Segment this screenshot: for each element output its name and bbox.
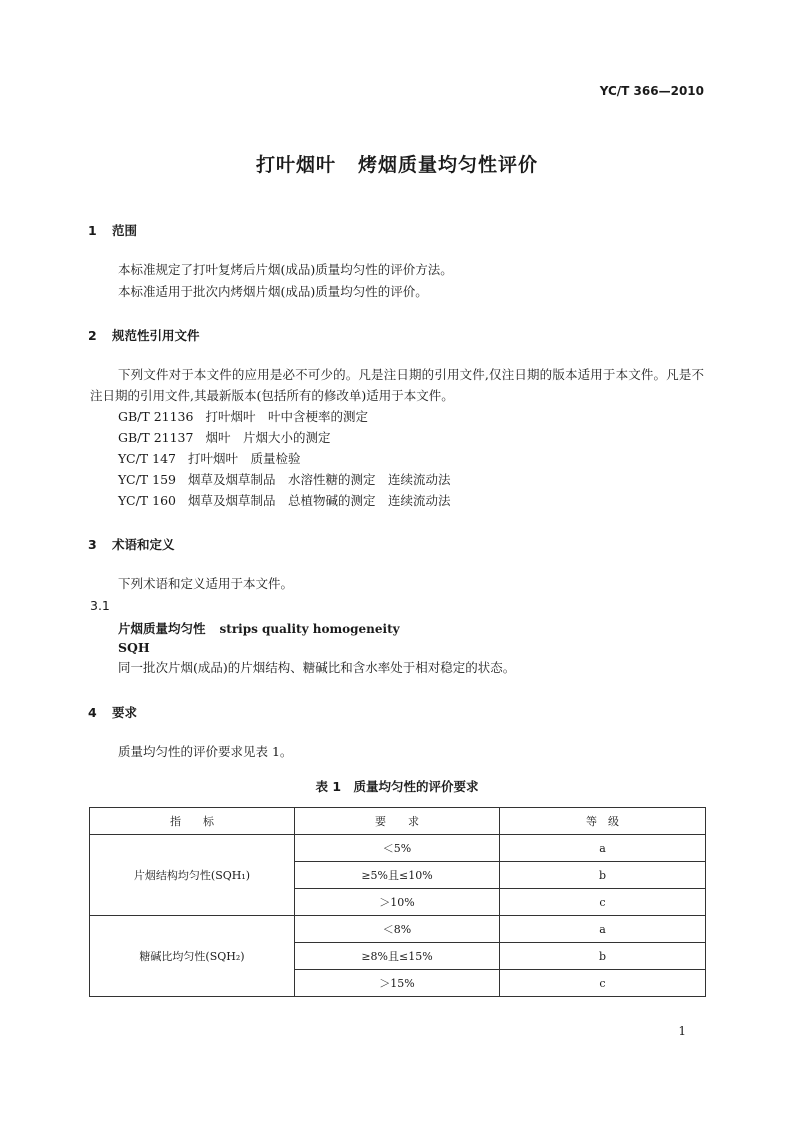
reference-title: 打叶烟叶 质量检验: [187, 451, 301, 466]
requirement-cell: ＜8%: [295, 916, 500, 943]
requirements-table: [89, 807, 706, 997]
term-name: [118, 619, 400, 637]
reference-code: YC/T 160: [118, 493, 176, 508]
reference-code: YC/T 159: [118, 472, 176, 487]
title-part-2: 烤烟质量均匀性评价: [358, 154, 539, 176]
term-number: 3.1: [90, 598, 110, 613]
page-title: [0, 150, 794, 177]
requirement-cell: ＜5%: [295, 835, 500, 862]
reference-item: [118, 427, 330, 448]
reference-item: [118, 490, 451, 511]
reference-title: 烟叶 片烟大小的测定: [205, 430, 331, 445]
table-header-row: [90, 808, 706, 835]
term-abbreviation: SQH: [118, 640, 150, 655]
page-number: 1: [678, 1024, 686, 1038]
section-title: 要求: [112, 705, 138, 720]
requirement-cell: ＞15%: [295, 970, 500, 997]
section-number: 1: [88, 223, 97, 238]
grade-cell: b: [500, 943, 706, 970]
table-caption: 表 1 质量均匀性的评价要求: [315, 779, 479, 794]
requirement-cell: ＞10%: [295, 889, 500, 916]
header-grade: 等 级: [500, 808, 706, 835]
section-number: 3: [88, 537, 97, 552]
reference-code: YC/T 147: [118, 451, 176, 466]
section-title: 范围: [112, 223, 138, 238]
section-1-heading: [88, 221, 137, 239]
references-intro: 下列文件对于本文件的应用是必不可少的。凡是注日期的引用文件,仅注日期的版本适用于本文件。凡是不注日期的引用文件,其最新版本(包括所有的修改单)适用于本文件。: [90, 367, 704, 403]
reference-title: 打叶烟叶 叶中含梗率的测定: [205, 409, 368, 424]
reference-title: 烟草及烟草制品 总植物碱的测定 连续流动法: [187, 493, 451, 508]
section-2-heading: [88, 326, 200, 344]
requirement-cell: ≥8%且≤15%: [295, 943, 500, 970]
reference-code: GB/T 21137: [118, 430, 194, 445]
table-row: [90, 916, 706, 943]
indicator-cell: 糖碱比均匀性(SQH₂): [90, 916, 295, 997]
term-definition: 同一批次片烟(成品)的片烟结构、糖碱比和含水率处于相对稳定的状态。: [118, 660, 516, 675]
section-3-heading: [88, 535, 175, 553]
grade-cell: c: [500, 889, 706, 916]
indicator-cell: 片烟结构均匀性(SQH₁): [90, 835, 295, 916]
requirement-cell: ≥5%且≤10%: [295, 862, 500, 889]
reference-item: [118, 448, 301, 469]
section-number: 2: [88, 328, 97, 343]
section-number: 4: [88, 705, 97, 720]
requirements-intro: 质量均匀性的评价要求见表 1。: [118, 744, 293, 759]
grade-cell: a: [500, 835, 706, 862]
term-name-zh: 片烟质量均匀性: [118, 621, 206, 636]
grade-cell: a: [500, 916, 706, 943]
reference-item: [118, 406, 368, 427]
grade-cell: b: [500, 862, 706, 889]
table-row: [90, 835, 706, 862]
term-name-en: strips quality homogeneity: [219, 622, 400, 636]
reference-item: [118, 469, 451, 490]
terms-intro: 下列术语和定义适用于本文件。: [118, 576, 294, 591]
grade-cell: c: [500, 970, 706, 997]
section-title: 术语和定义: [112, 537, 175, 552]
title-part-1: 打叶烟叶: [255, 154, 336, 176]
reference-code: GB/T 21136: [118, 409, 194, 424]
section-title: 规范性引用文件: [112, 328, 200, 343]
reference-title: 烟草及烟草制品 水溶性糖的测定 连续流动法: [187, 472, 451, 487]
scope-paragraph-1: 本标准规定了打叶复烤后片烟(成品)质量均匀性的评价方法。: [118, 262, 453, 277]
header-requirement: 要 求: [295, 808, 500, 835]
header-indicator: 指 标: [90, 808, 295, 835]
scope-paragraph-2: 本标准适用于批次内烤烟片烟(成品)质量均匀性的评价。: [118, 284, 428, 299]
section-4-heading: [88, 703, 137, 721]
document-code: YC/T 366—2010: [599, 84, 704, 98]
